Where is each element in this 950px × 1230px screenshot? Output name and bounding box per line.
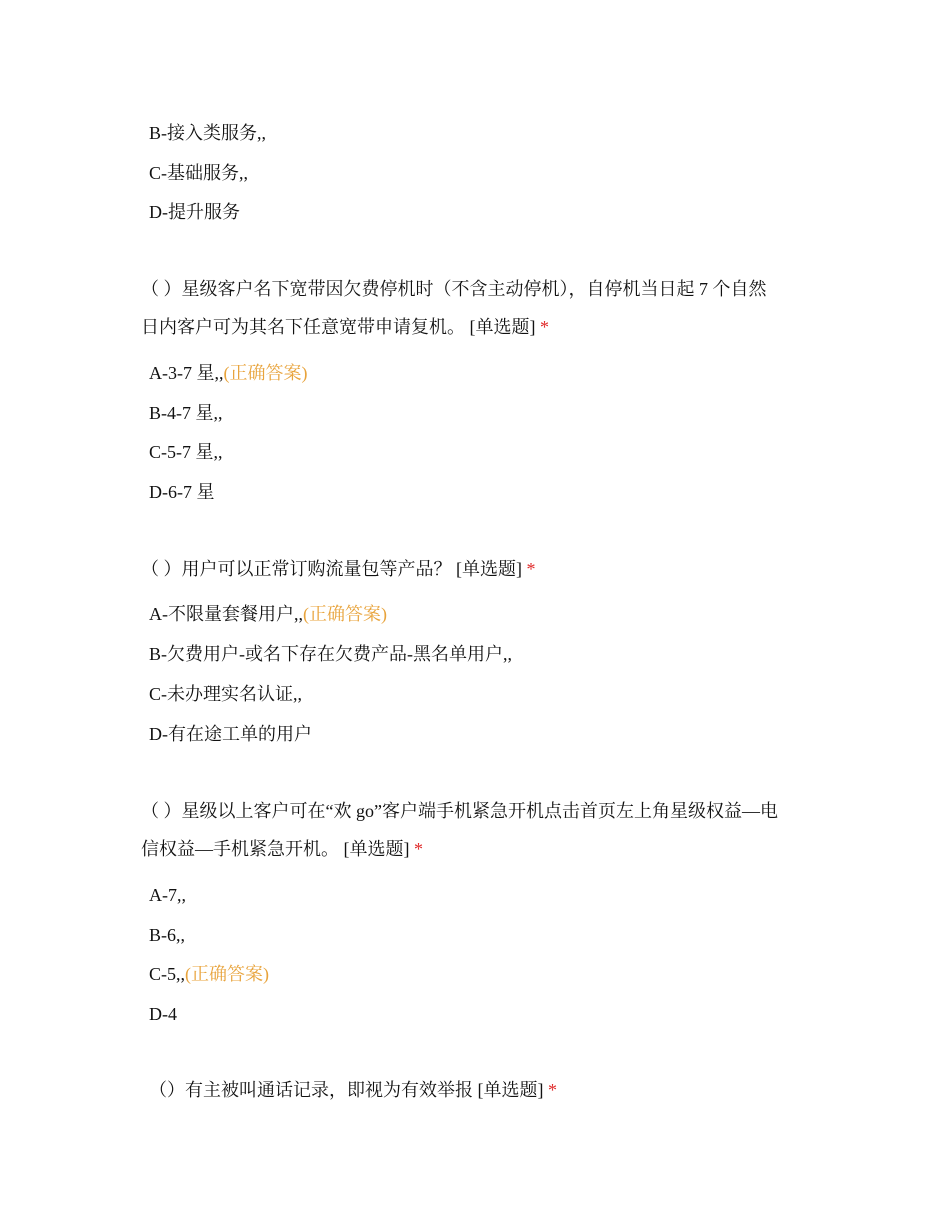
q0-option-d: D-提升服务 <box>149 202 240 222</box>
question-type: [单选题] <box>343 839 410 859</box>
q2-option-d: D-有在途工单的用户 <box>149 724 312 744</box>
q3-option-c: C-5,,(正确答案) <box>149 964 269 984</box>
required-mark: * <box>540 317 549 337</box>
q2-option-a: A-不限量套餐用户,,(正确答案) <box>149 604 387 624</box>
q2-option-b: B-欠费用户-或名下存在欠费产品-黑名单用户,, <box>149 644 512 664</box>
question-type: [单选题] <box>469 317 536 337</box>
q3-option-d: D-4 <box>149 1004 177 1024</box>
q0-option-b: B-接入类服务,, <box>149 123 266 143</box>
required-mark: * <box>548 1080 557 1100</box>
q1-option-c: C-5-7 星,, <box>149 442 223 462</box>
q1-option-b: B-4-7 星,, <box>149 403 223 423</box>
correct-answer-marker: (正确答案) <box>185 964 269 984</box>
q3-option-a: A-7,, <box>149 885 186 905</box>
question-type: [单选题] <box>456 559 522 579</box>
required-mark: * <box>414 839 423 859</box>
q4-text-line1: （）有主被叫通话记录，即视为有效举报 [单选题] * <box>149 1080 557 1100</box>
q1-text-line2: 日内客户可为其名下任意宽带申请复机。 [单选题] * <box>141 317 549 337</box>
q1-text-line1: （ ）星级客户名下宽带因欠费停机时（不含主动停机），自停机当日起 7 个自然 <box>141 279 767 299</box>
q2-text-line1: （ ）用户可以正常订购流量包等产品？ [单选题] * <box>141 559 536 579</box>
q0-option-c: C-基础服务,, <box>149 163 248 183</box>
correct-answer-marker: (正确答案) <box>303 604 387 624</box>
q1-option-d: D-6-7 星 <box>149 482 215 502</box>
q1-option-a: A-3-7 星,,(正确答案) <box>149 363 308 383</box>
correct-answer-marker: (正确答案) <box>223 363 308 383</box>
required-mark: * <box>526 559 536 579</box>
q3-text-line1: （ ）星级以上客户可在“欢 go”客户端手机紧急开机点击首页左上角星级权益—电 <box>141 801 778 821</box>
question-type: [单选题] <box>477 1080 544 1100</box>
q3-option-b: B-6,, <box>149 925 185 945</box>
q2-option-c: C-未办理实名认证,, <box>149 684 302 704</box>
q3-text-line2: 信权益—手机紧急开机。 [单选题] * <box>141 839 423 859</box>
